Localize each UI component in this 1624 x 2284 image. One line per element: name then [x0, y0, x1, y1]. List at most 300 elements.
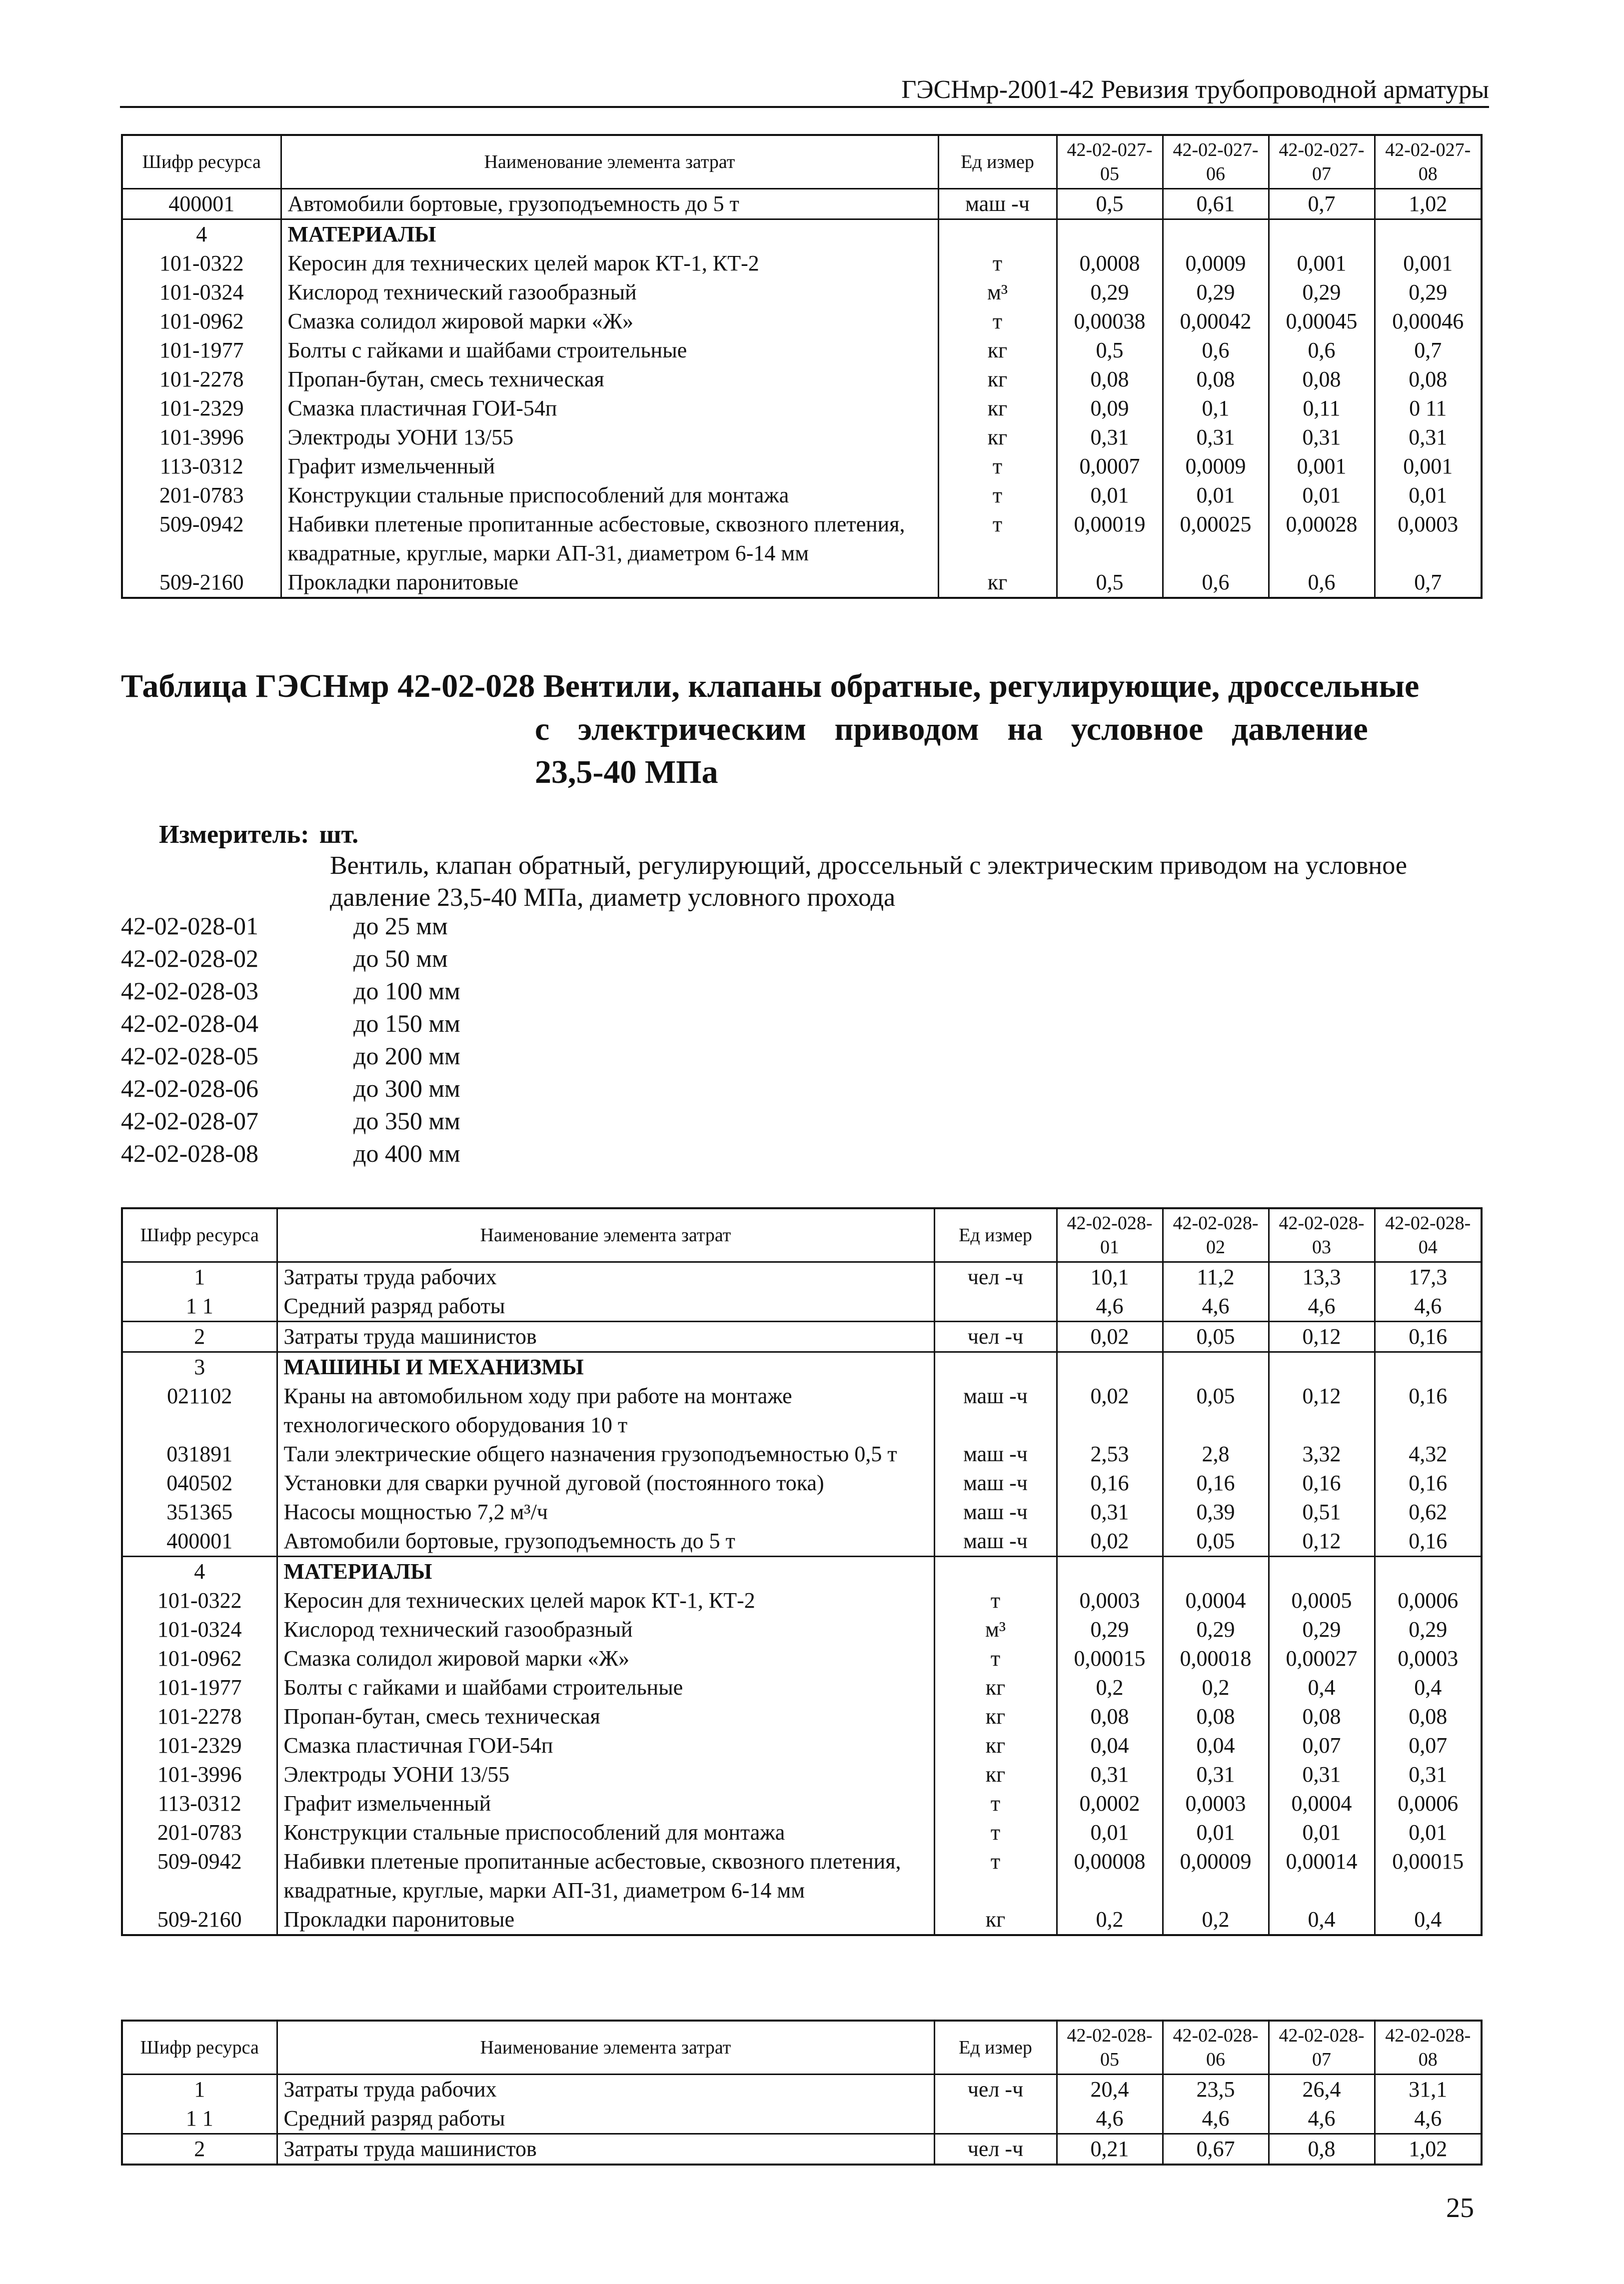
- resource-code: 509-2160: [122, 1905, 277, 1935]
- norm-value: 0,61: [1163, 189, 1269, 219]
- table-028-01-04: [121, 1207, 1483, 1936]
- norm-value: 0,6: [1163, 568, 1269, 598]
- norm-value: 17,3: [1375, 1262, 1482, 1292]
- resource-name: Болты с гайками и шайбами строительные: [281, 336, 938, 365]
- unit-cell: кг: [938, 568, 1057, 598]
- norm-value: 0,0009: [1163, 249, 1269, 278]
- section-heading: МАТЕРИАЛЫ: [277, 1557, 934, 1587]
- resource-code: 400001: [122, 1527, 277, 1557]
- norm-value: 0,31: [1163, 423, 1269, 452]
- norm-value: 0,29: [1057, 1615, 1163, 1644]
- resource-code: 021102: [122, 1382, 277, 1440]
- norm-value: 0,00038: [1057, 307, 1163, 336]
- resource-name: Болты с гайками и шайбами строительные: [277, 1673, 934, 1702]
- resource-code: 101-2278: [122, 365, 281, 394]
- norm-value: [1163, 1557, 1269, 1587]
- norm-value: 0,00008: [1057, 1847, 1163, 1905]
- unit-cell: т: [934, 1818, 1057, 1847]
- resource-code: 101-0324: [122, 278, 281, 307]
- resource-code: 101-1977: [122, 1673, 277, 1702]
- resource-code: 101-2329: [122, 1731, 277, 1760]
- item-list-row: [121, 975, 460, 1007]
- resource-code: 101-0962: [122, 307, 281, 336]
- item-text: до 25 мм: [353, 912, 448, 940]
- norm-value: 0,6: [1269, 568, 1375, 598]
- resource-name: Набивки плетеные пропитанные асбестовые, сквозного плетения, квадратные, круглые, марки АП-31, диаметром 6-14 мм: [281, 510, 938, 568]
- item-code: 42-02-028-05: [121, 1042, 258, 1070]
- table-row: [122, 2075, 1482, 2105]
- resource-code: 101-3996: [122, 1760, 277, 1789]
- norm-value: 0,0009: [1163, 452, 1269, 481]
- unit-cell: маш -ч: [934, 1440, 1057, 1469]
- resource-name: Смазка пластичная ГОИ-54п: [281, 394, 938, 423]
- resource-name: Смазка пластичная ГОИ-54п: [277, 1731, 934, 1760]
- table-row: [122, 249, 1482, 278]
- resource-name: Смазка солидол жировой марки «Ж»: [281, 307, 938, 336]
- section-heading: МАШИНЫ И МЕХАНИЗМЫ: [277, 1352, 934, 1382]
- table-row: [122, 1557, 1482, 1587]
- norm-value: 2,8: [1163, 1440, 1269, 1469]
- item-text: до 50 мм: [353, 944, 448, 972]
- norm-value: 4,32: [1375, 1440, 1482, 1469]
- unit-cell: маш -ч: [934, 1527, 1057, 1557]
- norm-value: 2,53: [1057, 1440, 1163, 1469]
- norm-value: 0,29: [1163, 278, 1269, 307]
- measure-unit-label: Измеритель:: [159, 820, 309, 849]
- unit-cell: кг: [938, 394, 1057, 423]
- norm-value: 4,6: [1163, 2104, 1269, 2134]
- col-header-norm: 42-02-028-01: [1057, 1208, 1163, 1262]
- table-027: [121, 134, 1483, 599]
- resource-code: 101-2329: [122, 394, 281, 423]
- table-row: [122, 189, 1482, 219]
- measure-unit: [159, 820, 358, 849]
- norm-value: 0,01: [1269, 481, 1375, 510]
- col-header-norm: 42-02-028-03: [1269, 1208, 1375, 1262]
- norm-value: 1,02: [1375, 189, 1482, 219]
- col-header-norm: 42-02-027-07: [1269, 135, 1375, 189]
- resource-name: Электроды УОНИ 13/55: [277, 1760, 934, 1789]
- col-header-code: Шифр ресурса: [122, 2021, 277, 2075]
- resource-name: Тали электрические общего назначения грузоподъемностью 0,5 т: [277, 1440, 934, 1469]
- col-header-norm: 42-02-028-05: [1057, 2021, 1163, 2075]
- norm-value: 0,31: [1057, 1760, 1163, 1789]
- norm-value: 0,0004: [1269, 1789, 1375, 1818]
- col-header-norm: 42-02-027-08: [1375, 135, 1482, 189]
- item-list-row: [121, 1072, 460, 1105]
- unit-cell: т: [938, 307, 1057, 336]
- norm-value: 4,6: [1163, 1292, 1269, 1322]
- resource-name: Прокладки паронитовые: [277, 1905, 934, 1935]
- norm-value: 0,6: [1163, 336, 1269, 365]
- resource-code: 101-0322: [122, 249, 281, 278]
- norm-value: 0,29: [1269, 278, 1375, 307]
- norm-value: 0,0003: [1163, 1789, 1269, 1818]
- resource-name: Кислород технический газообразный: [277, 1615, 934, 1644]
- unit-cell: т: [934, 1644, 1057, 1673]
- table-row: [122, 307, 1482, 336]
- resource-code: 351365: [122, 1498, 277, 1527]
- table-row: [122, 1615, 1482, 1644]
- norm-value: 0,0006: [1375, 1789, 1482, 1818]
- norm-value: 0,2: [1163, 1673, 1269, 1702]
- item-list-row: [121, 942, 460, 975]
- col-header-name: Наименование элемента затрат: [277, 2021, 934, 2075]
- col-header-unit: Ед измер: [934, 1208, 1057, 1262]
- table-row: [122, 1382, 1482, 1440]
- unit-cell: кг: [934, 1760, 1057, 1789]
- norm-value: [1269, 219, 1375, 249]
- page-number: 25: [1446, 2193, 1474, 2224]
- norm-value: 0,16: [1269, 1469, 1375, 1498]
- norm-value: 26,4: [1269, 2075, 1375, 2105]
- norm-value: 0,31: [1375, 423, 1482, 452]
- unit-cell: [934, 1352, 1057, 1382]
- norm-value: 0,00025: [1163, 510, 1269, 568]
- resource-code: 1 1: [122, 2104, 277, 2134]
- norm-value: 0,29: [1269, 1615, 1375, 1644]
- item-text: до 300 мм: [353, 1074, 460, 1102]
- norm-value: 0,05: [1163, 1382, 1269, 1440]
- resource-code: 2: [122, 2134, 277, 2165]
- col-header-code: Шифр ресурса: [122, 1208, 277, 1262]
- resource-code: 2: [122, 1322, 277, 1352]
- norm-value: 0,00028: [1269, 510, 1375, 568]
- table-row: [122, 568, 1482, 598]
- unit-cell: м³: [934, 1615, 1057, 1644]
- norm-value: 0,29: [1375, 278, 1482, 307]
- table-row: [122, 1498, 1482, 1527]
- resource-code: 101-0324: [122, 1615, 277, 1644]
- work-description: Вентиль, клапан обратный, регулирующий, дроссельный с электрическим приводом на условное давление 23,5-40 МПа, диаметр условного прохода: [330, 851, 1407, 912]
- item-list-row: [121, 1007, 460, 1040]
- col-header-name: Наименование элемента затрат: [281, 135, 938, 189]
- norm-value: 0,0003: [1375, 1644, 1482, 1673]
- resource-name: Конструкции стальные приспособлений для монтажа: [277, 1818, 934, 1847]
- norm-value: 0,0008: [1057, 249, 1163, 278]
- norm-value: 0,08: [1375, 365, 1482, 394]
- item-code: 42-02-028-08: [121, 1139, 258, 1167]
- table-header-row: [122, 1208, 1482, 1262]
- table-row: [122, 1818, 1482, 1847]
- norm-value: 4,6: [1269, 2104, 1375, 2134]
- norm-value: 0,01: [1163, 481, 1269, 510]
- norm-value: 23,5: [1163, 2075, 1269, 2105]
- norm-value: 0,001: [1375, 249, 1482, 278]
- norm-value: 0,02: [1057, 1382, 1163, 1440]
- unit-cell: кг: [934, 1702, 1057, 1731]
- norm-value: 0,01: [1269, 1818, 1375, 1847]
- norm-value: [1269, 1557, 1375, 1587]
- resource-name: Набивки плетеные пропитанные асбестовые, сквозного плетения, квадратные, круглые, марки АП-31, диаметром 6-14 мм: [277, 1847, 934, 1905]
- norm-value: 0,0004: [1163, 1586, 1269, 1615]
- norm-value: 0,08: [1057, 1702, 1163, 1731]
- resource-name: Керосин для технических целей марок КТ-1, КТ-2: [281, 249, 938, 278]
- norm-value: 0,08: [1057, 365, 1163, 394]
- norm-value: [1375, 219, 1482, 249]
- norm-value: 0,6: [1269, 336, 1375, 365]
- table-title-line: Таблица ГЭСНмр 42-02-028 Вентили, клапаны обратные, регулирующие, дроссельные: [121, 668, 1420, 704]
- resource-code: 101-0962: [122, 1644, 277, 1673]
- resource-code: 400001: [122, 189, 281, 219]
- item-list-row: [121, 1137, 460, 1170]
- resource-name: Графит измельченный: [277, 1789, 934, 1818]
- unit-cell: т: [938, 249, 1057, 278]
- norm-value: 0,11: [1269, 394, 1375, 423]
- resource-name: Пропан-бутан, смесь техническая: [277, 1702, 934, 1731]
- norm-value: 0,62: [1375, 1498, 1482, 1527]
- table-row: [122, 394, 1482, 423]
- resource-name: Средний разряд работы: [277, 2104, 934, 2134]
- col-header-unit: Ед измер: [934, 2021, 1057, 2075]
- norm-value: 0,7: [1375, 568, 1482, 598]
- item-text: до 400 мм: [353, 1139, 460, 1167]
- table-row: [122, 1469, 1482, 1498]
- resource-name: Автомобили бортовые, грузоподъемность до 5 т: [277, 1527, 934, 1557]
- norm-value: 1,02: [1375, 2134, 1482, 2165]
- norm-value: 0,21: [1057, 2134, 1163, 2165]
- table-row: [122, 481, 1482, 510]
- norm-value: 0,7: [1375, 336, 1482, 365]
- table-header-row: [122, 2021, 1482, 2075]
- norm-value: 0,16: [1375, 1322, 1482, 1352]
- unit-cell: кг: [938, 365, 1057, 394]
- resource-code: 1: [122, 2075, 277, 2105]
- norm-value: 0,5: [1057, 336, 1163, 365]
- norm-value: 0,31: [1375, 1760, 1482, 1789]
- unit-cell: маш -ч: [934, 1498, 1057, 1527]
- norm-value: 0,12: [1269, 1527, 1375, 1557]
- resource-code: 4: [122, 1557, 277, 1587]
- norm-value: 13,3: [1269, 1262, 1375, 1292]
- unit-cell: маш -ч: [938, 189, 1057, 219]
- unit-cell: м³: [938, 278, 1057, 307]
- table-row: [122, 1673, 1482, 1702]
- norm-value: 0,29: [1057, 278, 1163, 307]
- norm-value: 0,31: [1057, 1498, 1163, 1527]
- norm-value: 0,0003: [1375, 510, 1482, 568]
- table-row: [122, 1905, 1482, 1935]
- resource-name: Затраты труда рабочих: [277, 1262, 934, 1292]
- norm-value: 0,0003: [1057, 1586, 1163, 1615]
- norm-value: 0,00009: [1163, 1847, 1269, 1905]
- col-header-code: Шифр ресурса: [122, 135, 281, 189]
- resource-name: Краны на автомобильном ходу при работе на монтаже технологического оборудования 10 т: [277, 1382, 934, 1440]
- table-row: [122, 423, 1482, 452]
- norm-value: 31,1: [1375, 2075, 1482, 2105]
- norm-value: 0,08: [1269, 365, 1375, 394]
- item-list-row: [121, 910, 460, 942]
- unit-cell: т: [938, 510, 1057, 568]
- item-code: 42-02-028-02: [121, 944, 258, 972]
- norm-value: [1375, 1352, 1482, 1382]
- col-header-norm: 42-02-027-06: [1163, 135, 1269, 189]
- resource-name: Затраты труда машинистов: [277, 1322, 934, 1352]
- norm-value: 0,08: [1163, 365, 1269, 394]
- norm-value: 0,08: [1375, 1702, 1482, 1731]
- norm-value: 0,001: [1375, 452, 1482, 481]
- resource-code: 101-0322: [122, 1586, 277, 1615]
- norm-value: 4,6: [1375, 2104, 1482, 2134]
- resource-code: 201-0783: [122, 1818, 277, 1847]
- unit-cell: [934, 1292, 1057, 1322]
- norm-value: 0 11: [1375, 394, 1482, 423]
- norm-value: 0,00045: [1269, 307, 1375, 336]
- norm-value: 0,12: [1269, 1382, 1375, 1440]
- unit-cell: чел -ч: [934, 1262, 1057, 1292]
- norm-value: 0,05: [1163, 1322, 1269, 1352]
- norm-value: 0,00042: [1163, 307, 1269, 336]
- norm-value: 20,4: [1057, 2075, 1163, 2105]
- resource-code: 1: [122, 1262, 277, 1292]
- item-code: 42-02-028-03: [121, 977, 258, 1005]
- norm-value: 0,2: [1163, 1905, 1269, 1935]
- norm-value: 0,04: [1057, 1731, 1163, 1760]
- resource-name: Графит измельченный: [281, 452, 938, 481]
- norm-value: 0,05: [1163, 1527, 1269, 1557]
- norm-value: 0,09: [1057, 394, 1163, 423]
- unit-cell: кг: [934, 1731, 1057, 1760]
- item-text: до 150 мм: [353, 1009, 460, 1037]
- norm-value: 0,0007: [1057, 452, 1163, 481]
- resource-code: 509-0942: [122, 510, 281, 568]
- table-row: [122, 2104, 1482, 2134]
- table-row: [122, 336, 1482, 365]
- table-row: [122, 1847, 1482, 1905]
- resource-name: Керосин для технических целей марок КТ-1, КТ-2: [277, 1586, 934, 1615]
- norm-value: 0,12: [1269, 1322, 1375, 1352]
- norm-value: 0,29: [1375, 1615, 1482, 1644]
- resource-code: 101-2278: [122, 1702, 277, 1731]
- unit-cell: [934, 2104, 1057, 2134]
- norm-value: 0,8: [1269, 2134, 1375, 2165]
- norm-value: 0,02: [1057, 1527, 1163, 1557]
- norm-value: [1057, 1352, 1163, 1382]
- norm-value: 0,2: [1057, 1673, 1163, 1702]
- norm-value: 0,08: [1163, 1702, 1269, 1731]
- norm-value: [1057, 1557, 1163, 1587]
- unit-cell: маш -ч: [934, 1382, 1057, 1440]
- norm-value: 0,16: [1375, 1382, 1482, 1440]
- norm-value: 0,08: [1269, 1702, 1375, 1731]
- norm-value: 0,01: [1375, 1818, 1482, 1847]
- unit-cell: чел -ч: [934, 1322, 1057, 1352]
- resource-name: Смазка солидол жировой марки «Ж»: [277, 1644, 934, 1673]
- col-header-norm: 42-02-028-08: [1375, 2021, 1482, 2075]
- norm-value: [1057, 219, 1163, 249]
- norm-value: 0,4: [1375, 1905, 1482, 1935]
- norm-value: 10,1: [1057, 1262, 1163, 1292]
- norm-value: [1163, 219, 1269, 249]
- norm-value: 0,0005: [1269, 1586, 1375, 1615]
- resource-code: 4: [122, 219, 281, 249]
- col-header-name: Наименование элемента затрат: [277, 1208, 934, 1262]
- unit-cell: [938, 219, 1057, 249]
- table-title-line: с электрическим приводом на условное давление: [535, 711, 1368, 747]
- norm-value: 0,00046: [1375, 307, 1482, 336]
- item-code: 42-02-028-01: [121, 912, 258, 940]
- item-code: 42-02-028-04: [121, 1009, 258, 1037]
- running-header: [120, 70, 1489, 108]
- resource-name: Конструкции стальные приспособлений для монтажа: [281, 481, 938, 510]
- table-row: [122, 219, 1482, 249]
- table-row: [122, 278, 1482, 307]
- norm-value: 4,6: [1057, 2104, 1163, 2134]
- norm-value: 4,6: [1057, 1292, 1163, 1322]
- resource-code: 040502: [122, 1469, 277, 1498]
- norm-value: 0,2: [1057, 1905, 1163, 1935]
- resource-code: 113-0312: [122, 1789, 277, 1818]
- norm-value: 0,39: [1163, 1498, 1269, 1527]
- unit-cell: т: [934, 1586, 1057, 1615]
- norm-value: 0,00019: [1057, 510, 1163, 568]
- unit-cell: кг: [938, 336, 1057, 365]
- table-row: [122, 1322, 1482, 1352]
- norm-value: 0,51: [1269, 1498, 1375, 1527]
- norm-value: 0,00027: [1269, 1644, 1375, 1673]
- norm-value: 0,7: [1269, 189, 1375, 219]
- col-header-norm: 42-02-028-06: [1163, 2021, 1269, 2075]
- norm-value: 0,001: [1269, 452, 1375, 481]
- unit-cell: маш -ч: [934, 1469, 1057, 1498]
- table-028-05-08: [121, 2020, 1483, 2166]
- unit-cell: чел -ч: [934, 2134, 1057, 2165]
- norm-value: 0,07: [1375, 1731, 1482, 1760]
- table-row: [122, 1292, 1482, 1322]
- table-row: [122, 2134, 1482, 2165]
- norm-value: 0,5: [1057, 568, 1163, 598]
- resource-code: 1 1: [122, 1292, 277, 1322]
- item-list-row: [121, 1105, 460, 1137]
- unit-cell: кг: [938, 423, 1057, 452]
- table-row: [122, 1527, 1482, 1557]
- resource-name: Автомобили бортовые, грузоподъемность до 5 т: [281, 189, 938, 219]
- norm-value: 0,00018: [1163, 1644, 1269, 1673]
- table-row: [122, 1702, 1482, 1731]
- unit-cell: кг: [934, 1905, 1057, 1935]
- table-title-line: 23,5-40 МПа: [535, 754, 718, 790]
- table-title: [121, 665, 1481, 794]
- col-header-norm: 42-02-028-07: [1269, 2021, 1375, 2075]
- resource-name: Пропан-бутан, смесь техническая: [281, 365, 938, 394]
- item-text: до 350 мм: [353, 1107, 460, 1135]
- norm-value: 4,6: [1375, 1292, 1482, 1322]
- norm-value: 0,16: [1375, 1527, 1482, 1557]
- resource-name: Насосы мощностью 7,2 м³/ч: [277, 1498, 934, 1527]
- table-row: [122, 1262, 1482, 1292]
- norm-value: 0,31: [1269, 423, 1375, 452]
- table-row: [122, 1440, 1482, 1469]
- col-header-norm: 42-02-028-04: [1375, 1208, 1482, 1262]
- resource-name: Затраты труда машинистов: [277, 2134, 934, 2165]
- norm-value: 0,01: [1057, 1818, 1163, 1847]
- table-row: [122, 1731, 1482, 1760]
- unit-cell: т: [938, 481, 1057, 510]
- resource-name: Затраты труда рабочих: [277, 2075, 934, 2105]
- unit-cell: чел -ч: [934, 2075, 1057, 2105]
- unit-cell: т: [938, 452, 1057, 481]
- item-text: до 100 мм: [353, 977, 460, 1005]
- norm-value: 0,04: [1163, 1731, 1269, 1760]
- resource-name: Электроды УОНИ 13/55: [281, 423, 938, 452]
- norm-value: 0,0002: [1057, 1789, 1163, 1818]
- table-header-row: [122, 135, 1482, 189]
- item-code: 42-02-028-07: [121, 1107, 258, 1135]
- norm-value: 0,00014: [1269, 1847, 1375, 1905]
- resource-name: Кислород технический газообразный: [281, 278, 938, 307]
- norm-value: 4,6: [1269, 1292, 1375, 1322]
- norm-value: 0,00015: [1375, 1847, 1482, 1905]
